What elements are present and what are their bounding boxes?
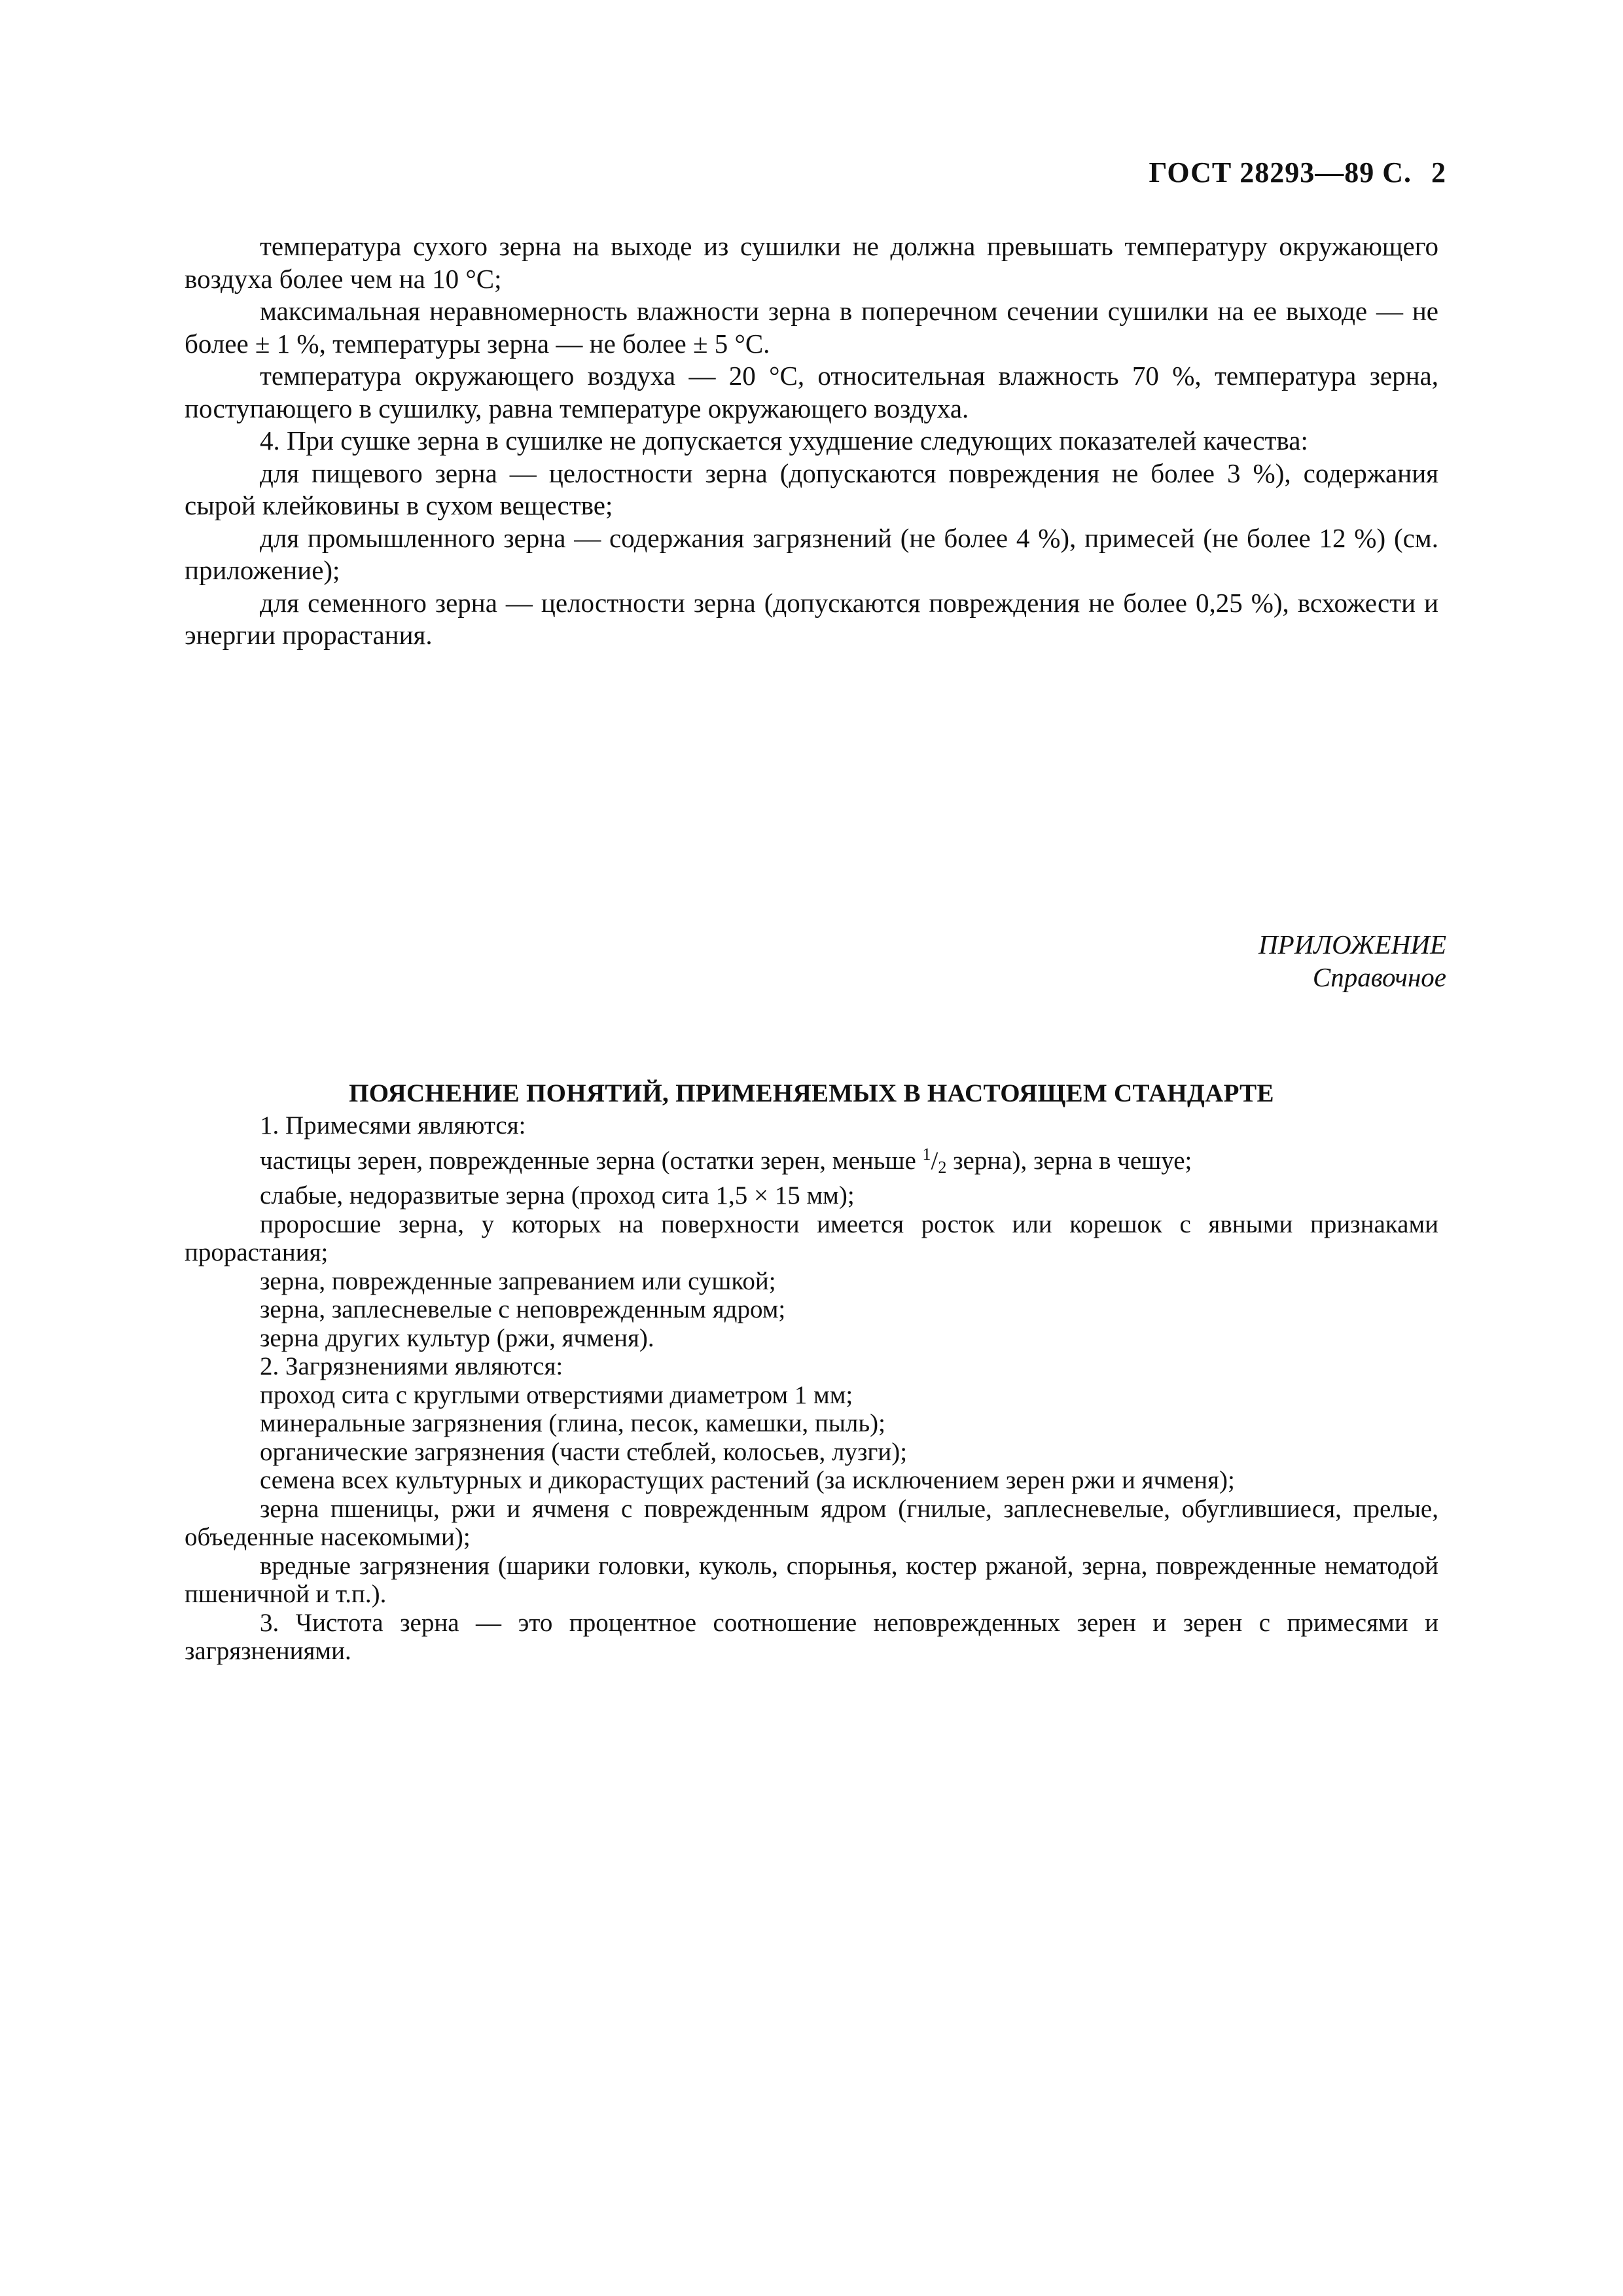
paragraph: органические загрязнения (части стеблей, колосьев, лузги); (259, 1437, 908, 1466)
paragraph: зерна, поврежденные запреванием или сушкой; (259, 1266, 776, 1295)
paragraph: проросшие зерна, у которых на поверхности имеется росток или корешок с явными признаками прорастания; (185, 1210, 1438, 1266)
paragraph-with-fraction (185, 1140, 1438, 1182)
document-reference: ГОСТ 28293—89 С. (1149, 156, 1412, 188)
paragraph: проход сита с круглыми отверстиями диаметром 1 мм; (259, 1380, 853, 1409)
main-text-section (185, 230, 1438, 652)
paragraph: максимальная неравномерность влажности зерна в поперечном сечении сушилки на ее выходе — не более ± 1 %, температуры зерна — не более ± 5 °С. (185, 296, 1438, 359)
paragraph: температура окружающего воздуха — 20 °С, относительная влажность 70 %, температура зерна, поступающего в сушилку, равна температуре окружающего воздуха. (185, 361, 1438, 423)
paragraph: для промышленного зерна — содержания загрязнений (не более 4 %), примесей (не более 12 %) (см. приложение); (185, 522, 1438, 585)
paragraph: вредные загрязнения (шарики головки, куколь, спорынья, костер ржаной, зерна, поврежденные нематодой пшеничной и т.п.). (185, 1551, 1438, 1608)
paragraph: зерна пшеницы, ржи и ячменя с поврежденным ядром (гнилые, заплесневелые, обуглившиеся, прелые, объеденные насекомыми); (185, 1494, 1438, 1551)
page-header (1149, 156, 1446, 189)
appendix-text-section (185, 1111, 1438, 1666)
fraction-text-after: зерна), зерна в чешуе; (946, 1146, 1192, 1175)
paragraph: 4. При сушке зерна в сушилке не допускается ухудшение следующих показателей качества: (259, 425, 1308, 456)
fraction-denominator: 2 (938, 1157, 947, 1177)
appendix-label (1258, 928, 1446, 994)
fraction-slash: / (931, 1146, 938, 1175)
paragraph: 1. Примесями являются: (259, 1111, 526, 1139)
appendix-status: Справочное (1312, 962, 1446, 992)
paragraph: семена всех культурных и дикорастущих растений (за исключением зерен ржи и ячменя); (259, 1466, 1235, 1494)
page-number: 2 (1431, 156, 1446, 188)
paragraph: зерна, заплесневелые с неповрежденным ядром; (259, 1295, 786, 1323)
paragraph: зерна других культур (ржи, ячменя). (259, 1323, 654, 1352)
appendix-title: ПОЯСНЕНИЕ ПОНЯТИЙ, ПРИМЕНЯЕМЫХ В НАСТОЯЩЕМ СТАНДАРТЕ (349, 1079, 1274, 1107)
paragraph: для семенного зерна — целостности зерна (допускаются повреждения не более 0,25 %), всхожести и энергии прорастания. (185, 587, 1438, 650)
fraction-text-before: частицы зерен, поврежденные зерна (остатки зерен, меньше (259, 1146, 923, 1175)
paragraph: минеральные загрязнения (глина, песок, камешки, пыль); (259, 1409, 885, 1437)
paragraph: температура сухого зерна на выходе из сушилки не должна превышать температуру окружающего воздуха более чем на 10 °С; (185, 231, 1438, 294)
appendix-heading: ПРИЛОЖЕНИЕ (1258, 929, 1446, 960)
paragraph: для пищевого зерна — целостности зерна (допускаются повреждения не более 3 %), содержания сырой клейковины в сухом веществе; (185, 457, 1438, 520)
fraction-numerator: 1 (922, 1144, 931, 1164)
paragraph: 2. Загрязнениями являются: (259, 1352, 563, 1380)
paragraph: 3. Чистота зерна — это процентное соотношение неповрежденных зерен и зерен с примесями и загрязнениями. (185, 1608, 1438, 1665)
paragraph: слабые, недоразвитые зерна (проход сита 1,5 × 15 мм); (259, 1181, 855, 1210)
